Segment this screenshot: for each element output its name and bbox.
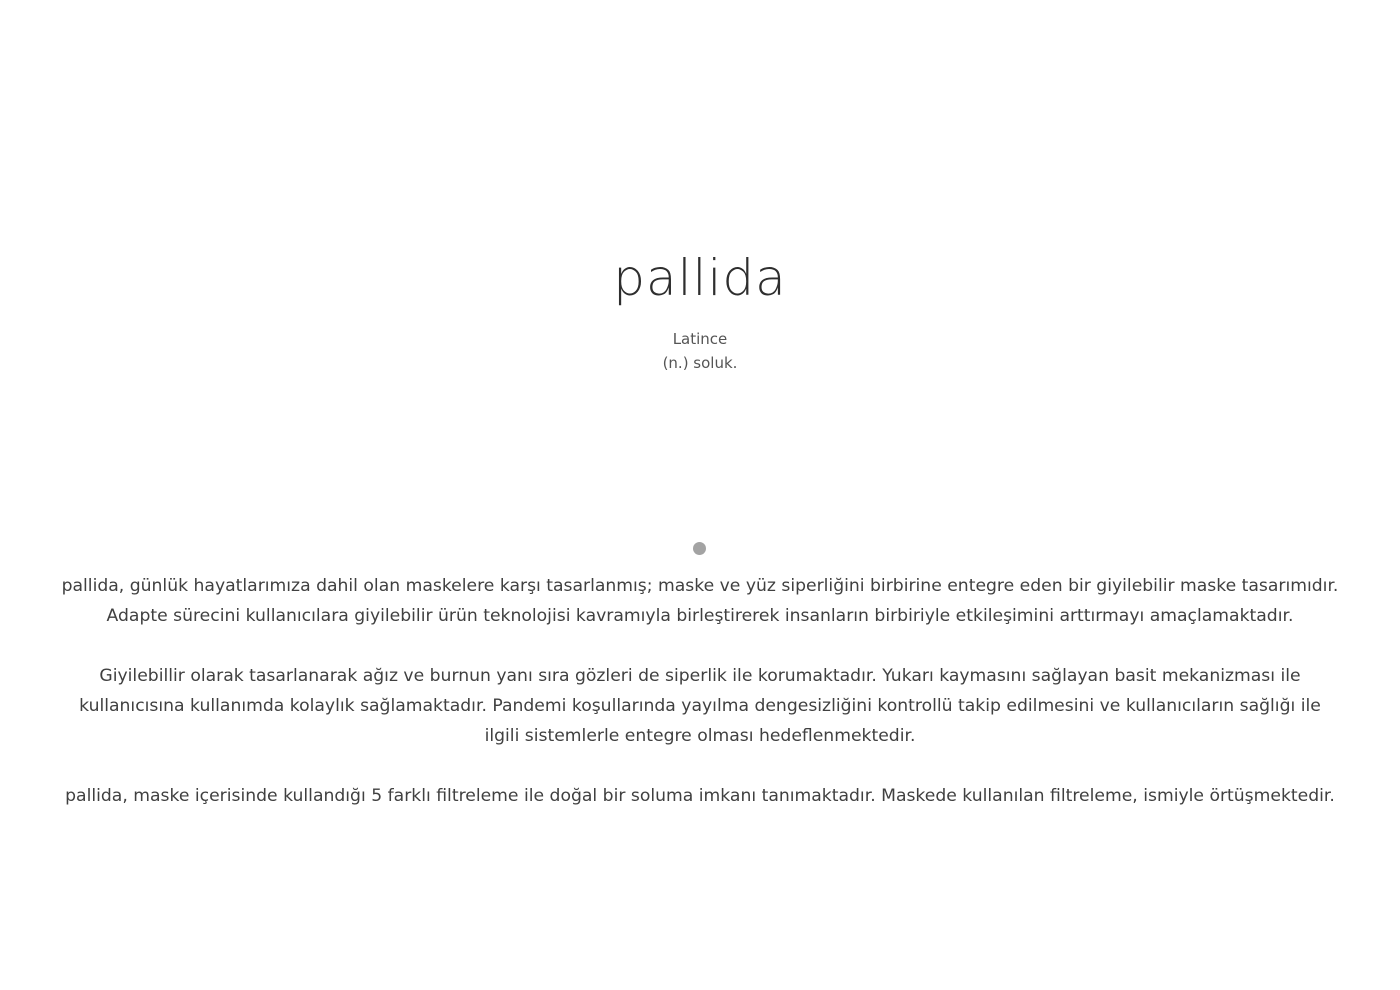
description-block	[60, 571, 1340, 841]
divider-dot	[693, 542, 706, 555]
description-paragraph-3: pallida, maske içerisinde kullandığı 5 farklı filtreleme ile doğal bir soluma imkanı tanımaktadır. Maskede kullanılan filtreleme, ismiyle örtüşmektedir.	[65, 786, 1335, 806]
subtitle-definition: (n.) soluk.	[662, 354, 738, 372]
description-paragraph-1: pallida, günlük hayatlarımıza dahil olan maskelere karşı tasarlanmış; maske ve yüz siperliğini birbirine entegre eden bir giyilebilir maske tasarımıdır. Adapte sürecini kullanıcılara giyilebilir ürün teknolojisi kavramıyla birleştirerek insanların birbiriyle etkileşimini arttırmayı amaçlamaktadır.	[61, 576, 1339, 626]
subtitle-language: Latince	[672, 330, 728, 348]
description-paragraph-2: Giyilebillir olarak tasarlanarak ağız ve burnun yanı sıra gözleri de siperlik ile korumaktadır. Yukarı kaymasını sağlayan basit mekanizması ile kullanıcısına kullanımda kolaylık sağlamaktadır. Pandemi koşullarında yayılma dengesizliğini kontrollü takip edilmesini ve kullanıcıların sağlığı ile ilgili sistemlerle entegre olması hedeflenmektedir.	[79, 666, 1321, 746]
page-title: pallida	[613, 249, 787, 307]
